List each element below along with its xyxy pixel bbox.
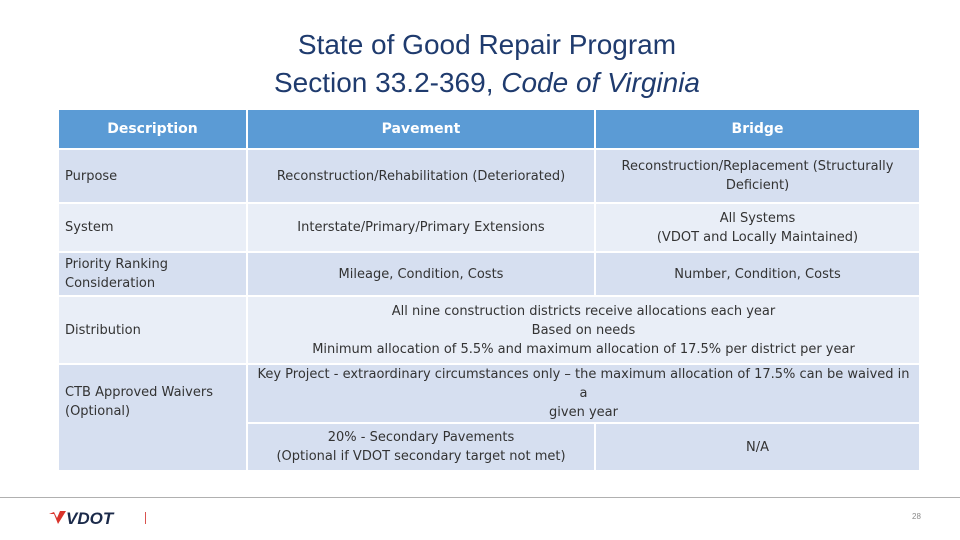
system-bridge-line-2: (VDOT and Locally Maintained) bbox=[656, 229, 859, 245]
table-row-purpose bbox=[58, 149, 920, 203]
waivers-label-line-1: CTB Approved Waivers bbox=[65, 385, 213, 400]
purpose-bridge-line-1: Reconstruction/Replacement (Structurally bbox=[621, 159, 894, 174]
waivers-pavement bbox=[247, 423, 595, 471]
header-pavement: Pavement bbox=[247, 109, 595, 149]
waivers-pavement-line-1: 20% - Secondary Pavements bbox=[327, 430, 515, 445]
table-row-priority bbox=[58, 252, 920, 296]
distribution-text bbox=[247, 296, 920, 364]
priority-bridge: Number, Condition, Costs bbox=[595, 252, 920, 296]
priority-label-line-2: Consideration bbox=[65, 276, 156, 291]
vdot-logo bbox=[48, 508, 113, 530]
page-title bbox=[0, 26, 960, 102]
header-description: Description bbox=[58, 109, 247, 149]
table-header-row bbox=[58, 109, 920, 149]
purpose-label: Purpose bbox=[58, 149, 247, 203]
priority-label-line-1: Priority Ranking bbox=[65, 257, 168, 272]
table-row-waivers bbox=[58, 364, 920, 423]
system-pavement: Interstate/Primary/Primary Extensions bbox=[247, 203, 595, 252]
header-bridge: Bridge bbox=[595, 109, 920, 149]
purpose-bridge bbox=[595, 149, 920, 203]
footer-divider bbox=[0, 497, 960, 498]
purpose-bridge-line-2: Deficient) bbox=[725, 178, 790, 193]
system-bridge bbox=[595, 203, 920, 252]
distribution-line-1: All nine construction districts receive allocations each year bbox=[391, 303, 776, 319]
vdot-logo-mark-icon bbox=[48, 509, 68, 529]
waivers-bridge: N/A bbox=[595, 423, 920, 471]
table-row-distribution bbox=[58, 296, 920, 364]
waivers-label bbox=[58, 364, 247, 471]
title-line-1: State of Good Repair Program bbox=[297, 29, 677, 60]
vdot-logo-text: VDOT bbox=[66, 509, 114, 528]
system-label: System bbox=[58, 203, 247, 252]
purpose-pavement: Reconstruction/Rehabilitation (Deteriorated) bbox=[247, 149, 595, 203]
priority-pavement: Mileage, Condition, Costs bbox=[247, 252, 595, 296]
system-bridge-line-1: All Systems bbox=[719, 210, 796, 226]
distribution-line-3: Minimum allocation of 5.5% and maximum allocation of 17.5% per district per year bbox=[312, 341, 855, 357]
title-line-2-italic: Code of Virginia bbox=[501, 67, 700, 98]
program-table bbox=[57, 108, 921, 472]
waivers-label-line-2: (Optional) bbox=[65, 404, 131, 419]
priority-label bbox=[58, 252, 247, 296]
distribution-label: Distribution bbox=[58, 296, 247, 364]
waivers-key-project-line-2: given year bbox=[549, 405, 618, 420]
title-line-2 bbox=[0, 64, 960, 102]
waivers-pavement-line-2: (Optional if VDOT secondary target not met) bbox=[276, 449, 566, 464]
title-line-2-prefix: Section 33.2-369, bbox=[273, 67, 502, 98]
table-row-system bbox=[58, 203, 920, 252]
waivers-key-project bbox=[247, 364, 920, 423]
page-number: 28 bbox=[912, 512, 921, 521]
distribution-line-2: Based on needs bbox=[531, 322, 636, 338]
footer-separator bbox=[145, 512, 146, 524]
waivers-key-project-line-1: Key Project - extraordinary circumstances only – the maximum allocation of 17.5% can be waived in a bbox=[257, 367, 910, 401]
